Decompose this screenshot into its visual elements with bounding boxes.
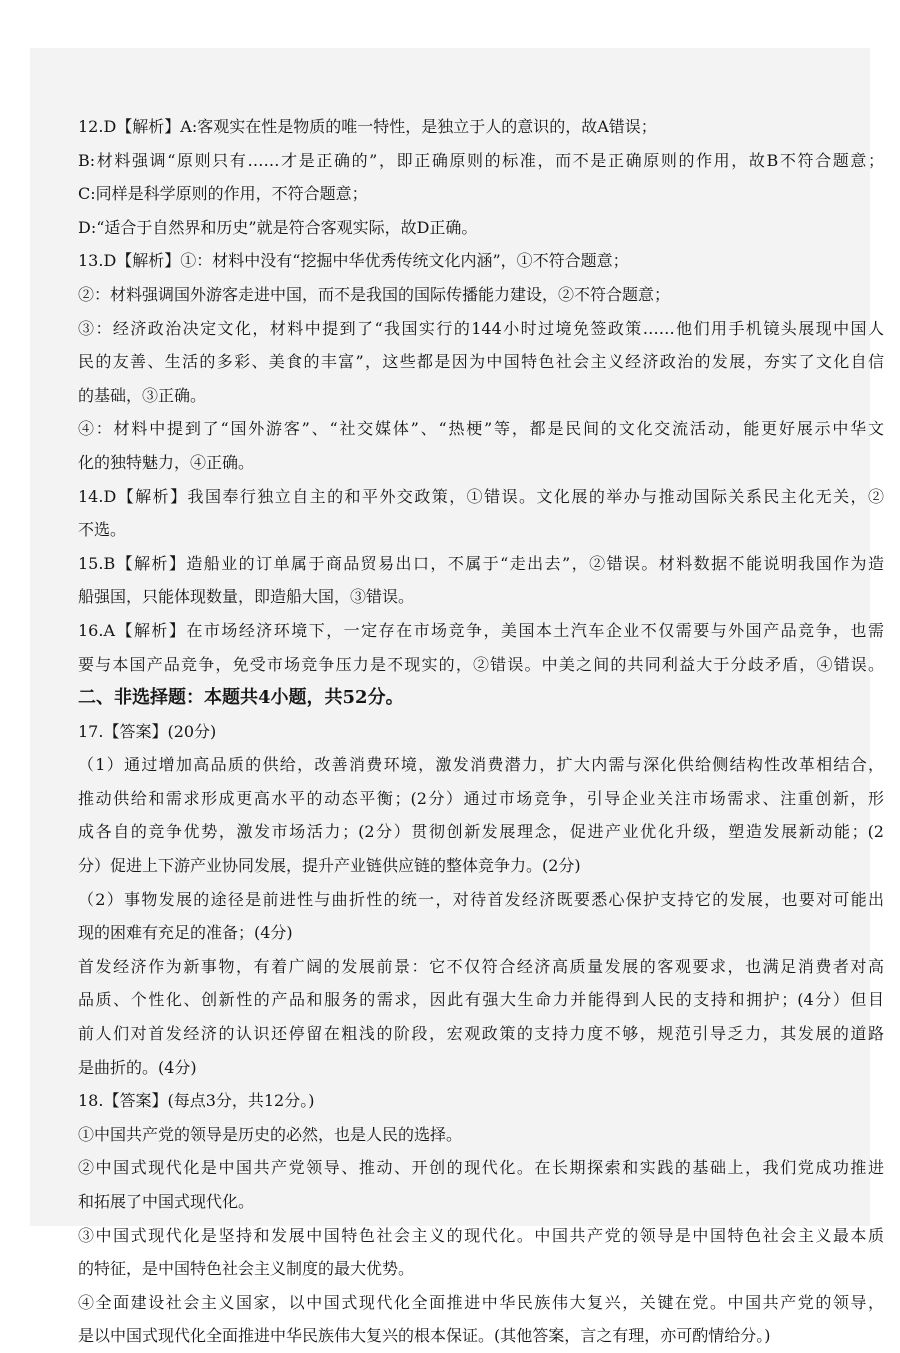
- answer-sheet: [30, 48, 884, 1346]
- line-text: 分）促进上下游产业协同发展，提升产业链供应链的整体竞争力。(2分): [78, 856, 581, 876]
- text-line: [78, 1286, 884, 1320]
- line-text: 成各自的竞争优势，激发市场活力；(2分）贯彻创新发展理念，促进产业优化升级，塑造发展新动能；(2: [78, 822, 884, 842]
- line-text: 前人们对首发经济的认识还停留在粗浅的阶段，宏观政策的支持力度不够，规范引导乏力，其发展的道路: [78, 1024, 884, 1044]
- answer-text: [78, 110, 884, 1353]
- line-text: （1）通过增加高品质的供给，改善消费环境，激发消费潜力，扩大内需与深化供给侧结构性改革相结合，: [78, 755, 884, 775]
- line-text: 15.B【解析】造船业的订单属于商品贸易出口，不属于“走出去”，②错误。材料数据不能说明我国作为造: [78, 553, 884, 573]
- text-line: [78, 1051, 884, 1085]
- text-line: [78, 312, 884, 346]
- text-line: [78, 1017, 884, 1051]
- line-text: 18.【答案】(每点3分，共12分。): [78, 1091, 315, 1111]
- text-line: [78, 1084, 884, 1118]
- text-line: [78, 580, 884, 614]
- line-text: 16.A【解析】在市场经济环境下，一定存在市场竞争，美国本土汽车企业不仅需要与外国产品竞争，也需: [78, 620, 884, 640]
- text-line: [78, 1118, 884, 1152]
- text-line: [78, 278, 884, 312]
- text-line: [78, 1319, 884, 1353]
- line-text: ②中国式现代化是中国共产党领导、推动、开创的现代化。在长期探索和实践的基础上，我们党成功推进: [78, 1158, 884, 1178]
- text-line: [78, 1252, 884, 1286]
- text-line: [78, 1219, 884, 1253]
- text-line: [78, 211, 884, 245]
- text-line: [78, 412, 884, 446]
- line-text: 12.D【解析】A:客观实在性是物质的唯一特性，是独立于人的意识的，故A错误；: [78, 117, 657, 136]
- text-line: [78, 883, 884, 917]
- line-text: B:材料强调“原则只有……才是正确的”，即正确原则的标准，而不是正确原则的作用，故B不符合题意；: [78, 150, 884, 170]
- line-text: ①中国共产党的领导是历史的必然，也是人民的选择。: [78, 1124, 463, 1144]
- line-text: （2）事物发展的途径是前进性与曲折性的统一，对待首发经济既要悉心保护支持它的发展，也要对可能出: [78, 889, 884, 909]
- text-line: [78, 715, 884, 749]
- line-text: ②：材料强调国外游客走进中国，而不是我国的国际传播能力建设，②不符合题意；: [78, 284, 671, 304]
- text-line: [78, 1185, 884, 1219]
- text-line: [78, 1151, 884, 1185]
- text-line: [78, 748, 884, 782]
- line-text: 首发经济作为新事物，有着广阔的发展前景：它不仅符合经济高质量发展的客观要求，也满足消费者对高: [78, 956, 884, 976]
- text-line: [78, 782, 884, 816]
- text-line: [78, 345, 884, 379]
- line-text: 现的困难有充足的准备；(4分): [78, 923, 293, 943]
- text-line: [78, 513, 884, 547]
- text-line: [78, 480, 884, 514]
- line-text: 和拓展了中国式现代化。: [78, 1192, 255, 1211]
- text-line: [78, 110, 884, 144]
- line-text: ③：经济政治决定文化，材料中提到了“我国实行的144小时过境免签政策……他们用手机镜头展现中国人: [78, 318, 884, 338]
- line-text: 化的独特魅力，④正确。: [78, 452, 255, 472]
- text-line: [78, 177, 884, 211]
- line-text: ④：材料中提到了“国外游客”、“社交媒体”、“热梗”等，都是民间的文化交流活动，能更好展示中华文: [78, 419, 884, 439]
- line-text: 的特征，是中国特色社会主义制度的最大优势。: [78, 1259, 415, 1279]
- line-text: 品质、个性化、创新性的产品和服务的需求，因此有强大生命力并能得到人民的支持和拥护；(4分）但目: [78, 990, 884, 1010]
- text-line: [78, 244, 884, 278]
- line-text: 推动供给和需求形成更高水平的动态平衡；(2分）通过市场竞争，引导企业关注市场需求、注重创新，形: [78, 788, 884, 808]
- line-text: 13.D【解析】①：材料中没有“挖掘中华优秀传统文化内涵”，①不符合题意；: [78, 251, 629, 271]
- text-line: [78, 547, 884, 581]
- text-line: [78, 815, 884, 849]
- section-heading: [78, 681, 884, 715]
- line-text: 要与本国产品竞争，免受市场竞争压力是不现实的，②错误。中美之间的共同利益大于分歧矛盾，④错误。: [78, 654, 884, 674]
- line-text: 14.D【解析】我国奉行独立自主的和平外交政策，①错误。文化展的举办与推动国际关系民主化无关，②: [78, 486, 884, 506]
- line-text: C:同样是科学原则的作用，不符合题意；: [78, 184, 368, 204]
- line-text: D:“适合于自然界和历史”就是符合客观实际，故D正确。: [78, 217, 478, 237]
- line-text: 不选。: [78, 520, 127, 540]
- text-line: [78, 144, 884, 178]
- text-line: [78, 446, 884, 480]
- line-text: 民的友善、生活的多彩、美食的丰富”，这些都是因为中国特色社会主义经济政治的发展，夯实了文化自信: [78, 352, 884, 372]
- line-text: 是以中国式现代化全面推进中华民族伟大复兴的根本保证。(其他答案，言之有理，亦可酌情给分。): [78, 1326, 771, 1346]
- line-text: 船强国，只能体现数量，即造船大国，③错误。: [78, 587, 415, 607]
- line-text: ④全面建设社会主义国家，以中国式现代化全面推进中华民族伟大复兴，关键在党。中国共产党的领导，: [78, 1292, 884, 1312]
- line-text: 二、非选择题：本题共4小题，共52分。: [78, 687, 404, 709]
- text-line: [78, 916, 884, 950]
- line-text: 的基础，③正确。: [78, 385, 207, 405]
- line-text: 17.【答案】(20分): [78, 721, 217, 741]
- text-line: [78, 614, 884, 648]
- text-line: [78, 983, 884, 1017]
- text-line: [78, 379, 884, 413]
- text-line: [78, 950, 884, 984]
- line-text: ③中国式现代化是坚持和发展中国特色社会主义的现代化。中国共产党的领导是中国特色社会主义最本质: [78, 1225, 884, 1245]
- line-text: 是曲折的。(4分): [78, 1057, 197, 1077]
- text-line: [78, 849, 884, 883]
- text-line: [78, 648, 884, 682]
